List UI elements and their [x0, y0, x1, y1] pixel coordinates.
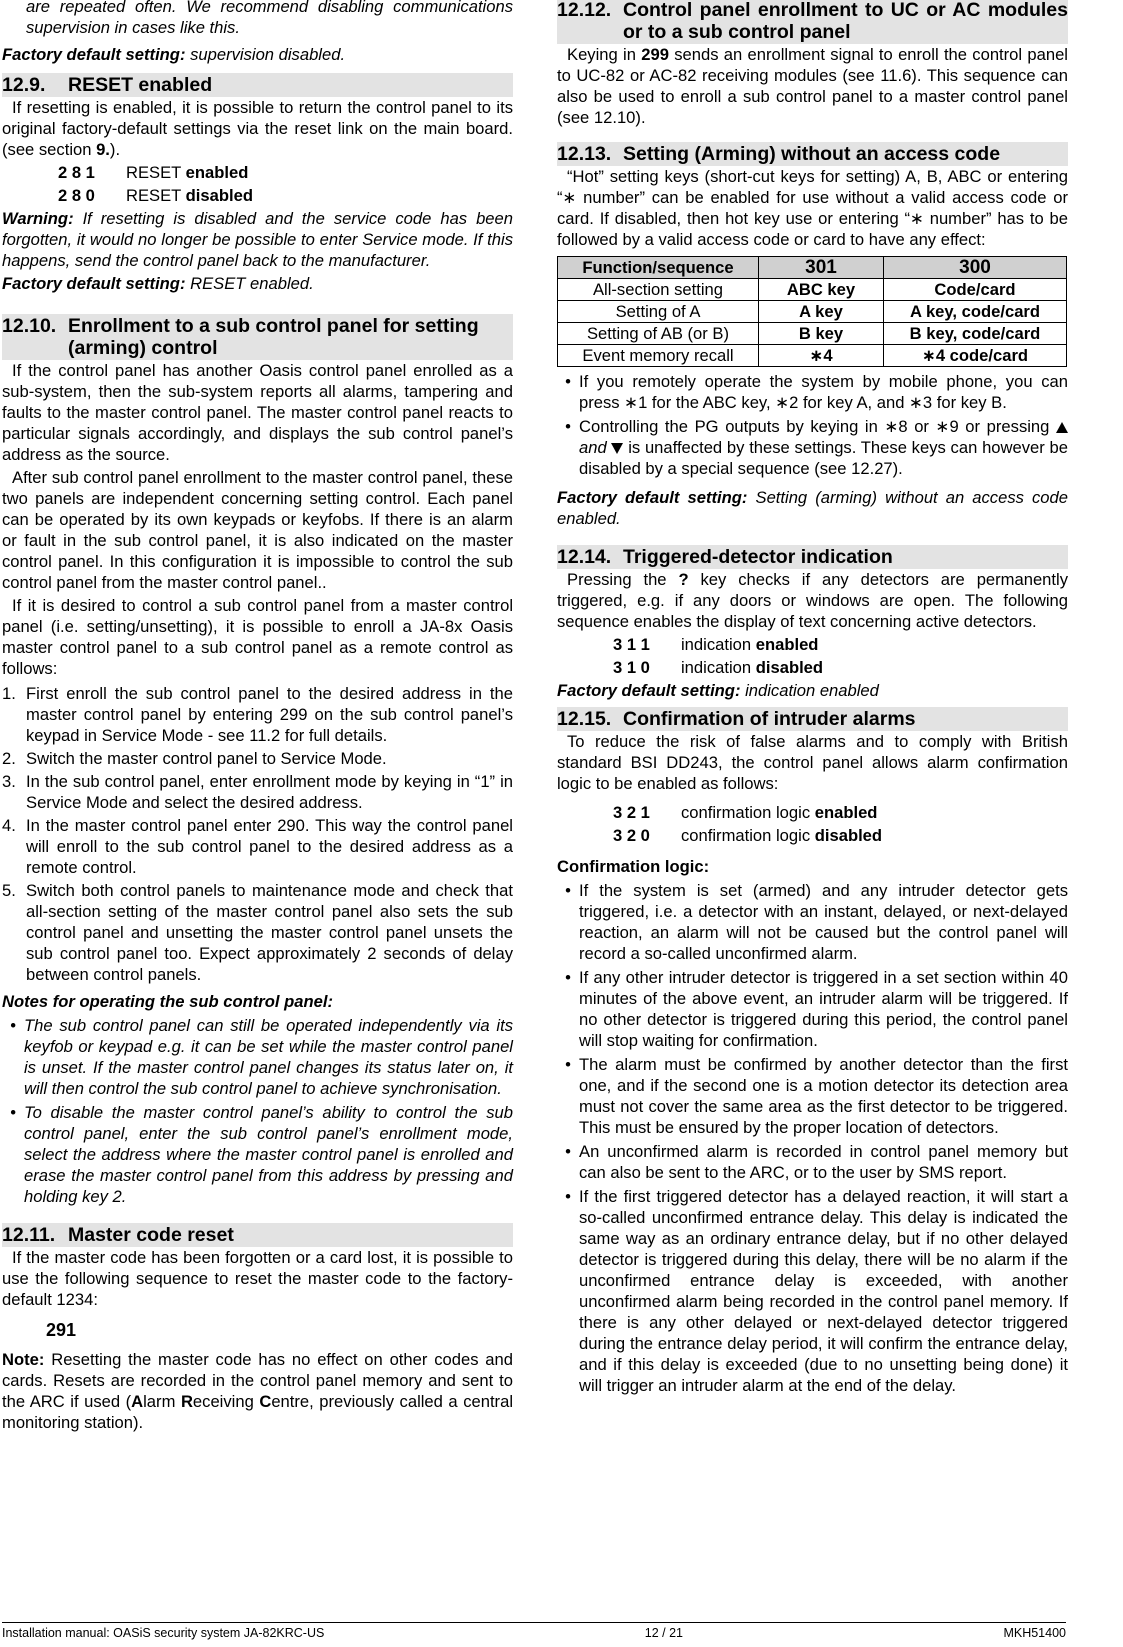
section-12-13-body: “Hot” setting keys (short-cut keys for setting) A, B, ABC or entering “∗ number” can be enabled for use without a valid access code or card. If disabled, then hot key use or entering “∗ number” has to be followed by a valid access code or card to have any effect:: [557, 167, 1068, 249]
section-12-10-paragraph-1: If the control panel has another Oasis control panel enrolled as a sub-system, then the sub-system reports all alarms, tampering and faults to the master control panel. The master control panel reacts to particular signals accordingly, and displays the sub control panel’s address as the source.: [2, 361, 513, 464]
hot-key-table: [557, 256, 1067, 367]
list-item: 2. Switch the master control panel to Service Mode.: [2, 749, 387, 768]
table-row: Setting of AB (or B) B key B key, code/card: [558, 323, 1067, 345]
section-12-9-body: If resetting is enabled, it is possible to return the control panel to its original factory-default settings via the reset link on the main board. (see section 9.).: [2, 98, 513, 159]
list-item: • If you remotely operate the system by mobile phone, you can press ∗1 for the ABC key, ∗2 for key A, and ∗3 for key B.: [565, 372, 1068, 412]
section-12-15-heading: 12.15. Confirmation of intruder alarms: [557, 707, 1068, 731]
notes-title: Notes for operating the sub control panel:: [2, 992, 333, 1011]
confirmation-logic-title: Confirmation logic:: [557, 857, 710, 876]
page-footer: [2, 1622, 1066, 1640]
section-12-11-heading: 12.11. Master code reset: [2, 1223, 513, 1247]
list-item: • The sub control panel can still be operated independently via its keyfob or keypad e.g. it can be set while the master control panel is unset. If the master control panel changes its status later on, it will then control the sub control panel to achieve synchronisation.: [10, 1016, 513, 1098]
list-item: • To disable the master control panel’s ability to control the sub control panel, enter the sub control panel’s enrollment mode, select the address where the master control panel is enrolled and erase the master control panel from this address by pressing and holding key 2.: [10, 1103, 513, 1206]
list-item: • If the first triggered detector has a delayed reaction, it will start a so-called unconfirmed entrance delay. This delay is indicated the same way as an ordinary entrance delay, but if no other delayed detector is triggered during this delay, there will be no alarm if the unconfirmed entrance delay is exceeded, with another unconfirmed alarm being recorded in the control panel memory. If there is any other delayed or next-delayed detector triggered during the entrance delay period, it will confirm the entrance delay, and if this delay is exceeded (due to no unsetting being done) it will trigger an intruder alarm at the end of the delay.: [565, 1187, 1068, 1395]
master-reset-code: 291: [46, 1320, 77, 1340]
sequence-320: 3 2 0 confirmation logic disabled: [613, 826, 883, 845]
section-12-14-body: Pressing the ? key checks if any detectors are permanently triggered, e.g. if any doors or windows are open. The following sequence enables the display of text concerning active detectors.: [557, 570, 1069, 631]
section-12-11-body: If the master code has been forgotten or a card lost, it is possible to use the following sequence to reset the master code to the factory-default 1234:: [2, 1248, 513, 1309]
list-item: • If any other intruder detector is triggered in a set section within 40 minutes of the above event, an intruder alarm will be triggered. If no other detector is triggered during this period, the control panel will stop waiting for confirmation.: [565, 968, 1068, 1050]
section-12-9-factory-default: Factory default setting: RESET enabled.: [2, 274, 314, 293]
warning-text: Warning: If resetting is disabled and the service code has been forgotten, it would no longer be possible to enter Service mode. If this happens, send the control panel back to the manufacturer.: [2, 209, 513, 270]
list-item: 3. In the sub control panel, enter enrollment mode by keying in “1” in Service Mode and select the desired address.: [2, 772, 513, 812]
down-arrow-icon: [611, 443, 623, 454]
section-12-14-heading: 12.14. Triggered-detector indication: [557, 545, 1068, 569]
sequence-310: 3 1 0 indication disabled: [613, 658, 824, 677]
section-12-12-heading: 12.12. Control panel enrollment to UC or AC modules or to a sub control panel: [557, 0, 1068, 43]
section-12-10-paragraph-3: If it is desired to control a sub control panel from a master control panel (i.e. setting/unsetting), it is possible to enroll a JA-8x Oasis master control panel to a sub control panel as a remote control as follows:: [2, 596, 513, 678]
right-column: [557, 0, 1068, 1399]
list-item: 4. In the master control panel enter 290. This way the control panel will enroll to the sub control panel to the desired address as a remote control.: [2, 816, 513, 877]
list-item: • If the system is set (armed) and any intruder detector gets triggered, i.e. a detector with an instant, delayed, or next-delayed reaction, an alarm will not be caused but the control panel will record a so-called unconfirmed alarm.: [565, 881, 1068, 963]
section-12-13-heading: 12.13. Setting (Arming) without an access code: [557, 142, 1068, 166]
footer-document-title: Installation manual: OASiS security system JA-82KRC-US: [2, 1626, 325, 1640]
section-12-10-paragraph-2: After sub control panel enrollment to the master control panel, these two panels are independent concerning setting control. Each panel can be operated by its own keypads or keyfobs. If there is an alarm or fault in the sub control panel, it is also indicated on the master control panel. In this configuration it is impossible to control the sub control panel from the master control panel..: [2, 468, 513, 592]
sequence-311: 3 1 1 indication enabled: [613, 635, 819, 654]
list-item: • The alarm must be confirmed by another detector than the first one, and if the second one is a motion detector its detection area must not cover the same area as the first detector to be triggered. This must be ensured by the proper location of detectors.: [565, 1055, 1068, 1137]
list-item: • An unconfirmed alarm is recorded in control panel memory but can also be sent to the ARC, or to the user by SMS report.: [565, 1142, 1068, 1182]
left-column: [2, 0, 513, 1433]
list-item: 1. First enroll the sub control panel to the desired address in the master control panel by entering 299 on the sub control panel’s keypad in Service Mode - see 11.2 for full details.: [2, 684, 513, 745]
section-12-12-body: Keying in 299 sends an enrollment signal to enroll the control panel to UC-82 or AC-82 receiving modules (see 11.6). This sequence can also be used to enroll a sub control panel to a master control panel (see 12.10).: [557, 45, 1068, 127]
section-12-15-body: To reduce the risk of false alarms and to comply with British standard BSI DD243, the control panel allows alarm confirmation logic to be enabled as follows:: [557, 732, 1068, 793]
section-12-9-heading: 12.9. RESET enabled: [2, 73, 513, 97]
list-item: • Controlling the PG outputs by keying in ∗8 or ∗9 or pressing and is unaffected by these settings. These keys can however be disabled by a special sequence (see 12.27).: [565, 417, 1069, 478]
intro-text: are repeated often. We recommend disabling communications supervision in cases like this.: [26, 0, 513, 37]
table-header-row: Function/sequence 301 300: [558, 257, 1067, 279]
footer-page-number: 12 / 21: [644, 1626, 684, 1640]
table-row: Setting of A A key A key, code/card: [558, 301, 1067, 323]
section-12-11-note: Note: Resetting the master code has no effect on other codes and cards. Resets are recorded in the control panel memory and sent to the ARC if used (Alarm Receiving Centre, previously called a central monitoring station).: [2, 1350, 514, 1432]
section-12-13-factory-default: Factory default setting: Setting (arming) without an access code enabled.: [557, 488, 1068, 528]
table-row: Event memory recall ∗4 ∗4 code/card: [558, 345, 1067, 367]
sequence-281: 2 8 1 RESET enabled: [58, 163, 249, 182]
sequence-321: 3 2 1 confirmation logic enabled: [613, 803, 878, 822]
section-12-14-factory-default: Factory default setting: indication enabled: [557, 681, 879, 700]
sequence-280: 2 8 0 RESET disabled: [58, 186, 253, 205]
table-row: All-section setting ABC key Code/card: [558, 279, 1067, 301]
up-arrow-icon: [1056, 422, 1068, 433]
footer-document-code: MKH51400: [1003, 1626, 1066, 1640]
enrollment-steps-list: [2, 683, 513, 985]
section-12-10-heading: 12.10. Enrollment to a sub control panel for setting (arming) control: [2, 314, 513, 360]
list-item: 5. Switch both control panels to maintenance mode and check that all-section setting of the master control panel also sets the sub control panel and unsetting the master control panel unsets the sub control panel too. Expect approximately 2 seconds of delay between control panels.: [2, 881, 513, 984]
intro-factory-default: Factory default setting: supervision disabled.: [2, 45, 346, 64]
